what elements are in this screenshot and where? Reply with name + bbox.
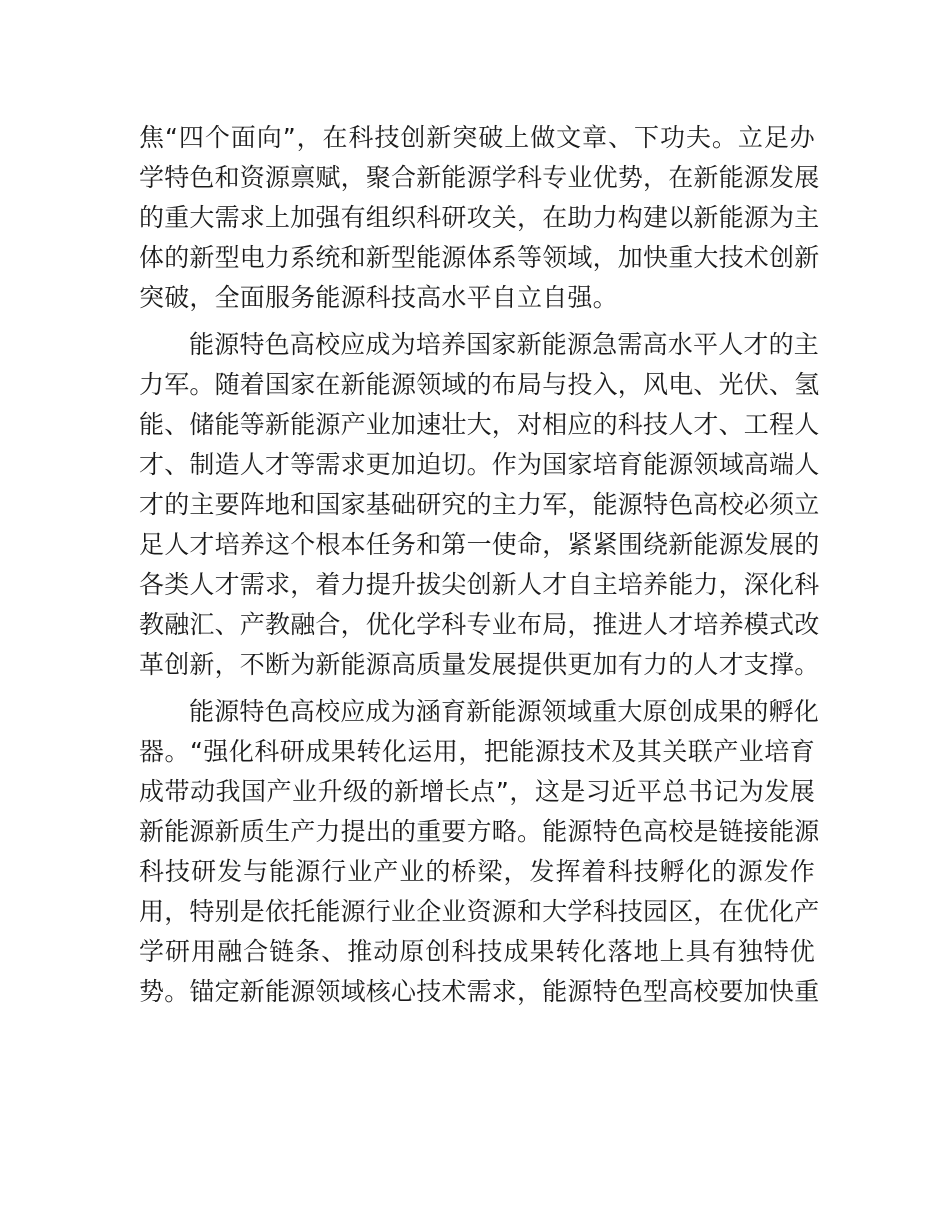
document-page <box>139 118 820 1019</box>
text-line: 能源特色高校应成为培养国家新能源急需高水平人才的主 <box>189 330 820 359</box>
paragraph-3 <box>139 692 820 1012</box>
text-line: 才的主要阵地和国家基础研究的主力军，能源特色高校必须立 <box>139 490 820 519</box>
text-line: 科技研发与能源行业产业的桥梁，发挥着科技孵化的源发作 <box>139 857 815 886</box>
text-line: 学研用融合链条、推动原创科技成果转化落地上具有独特优 <box>139 937 815 966</box>
text-line: 各类人才需求，着力提升拔尖创新人才自主培养能力，深化科 <box>139 570 820 599</box>
text-line: 才、制造人才等需求更加迫切。作为国家培育能源领域高端人 <box>139 450 820 479</box>
text-line: 突破，全面服务能源科技高水平自立自强。 <box>139 283 618 312</box>
text-line: 能、储能等新能源产业加速壮大，对相应的科技人才、工程人 <box>139 410 820 439</box>
text-line: 用，特别是依托能源行业企业资源和大学科技园区，在优化产 <box>139 897 820 926</box>
paragraph-2 <box>139 325 820 685</box>
text-line: 成带动我国产业升级的新增长点”，这是习近平总书记为发展 <box>139 777 815 806</box>
text-line: 器。“强化科研成果转化运用，把能源技术及其关联产业培育 <box>139 737 815 766</box>
text-line: 势。锚定新能源领域核心技术需求，能源特色型高校要加快重 <box>139 977 820 1006</box>
text-line: 的重大需求上加强有组织科研攻关，在助力构建以新能源为主 <box>139 203 820 232</box>
text-line: 力军。随着国家在新能源领域的布局与投入，风电、光伏、氢 <box>139 370 820 399</box>
text-line: 革创新，不断为新能源高质量发展提供更加有力的人才支撑。 <box>139 650 820 679</box>
text-line: 足人才培养这个根本任务和第一使命，紧紧围绕新能源发展的 <box>139 530 820 559</box>
text-line: 教融汇、产教融合，优化学科专业布局，推进人才培养模式改 <box>139 610 820 639</box>
text-line: 焦“四个面向”，在科技创新突破上做文章、下功夫。立足办 <box>139 123 815 152</box>
text-line: 体的新型电力系统和新型能源体系等领域，加快重大技术创新 <box>139 243 820 272</box>
text-line: 能源特色高校应成为涵育新能源领域重大原创成果的孵化 <box>189 697 820 726</box>
text-line: 新能源新质生产力提出的重要方略。能源特色高校是链接能源 <box>139 817 820 846</box>
text-line: 学特色和资源禀赋，聚合新能源学科专业优势，在新能源发展 <box>139 163 820 192</box>
paragraph-1 <box>139 118 820 318</box>
